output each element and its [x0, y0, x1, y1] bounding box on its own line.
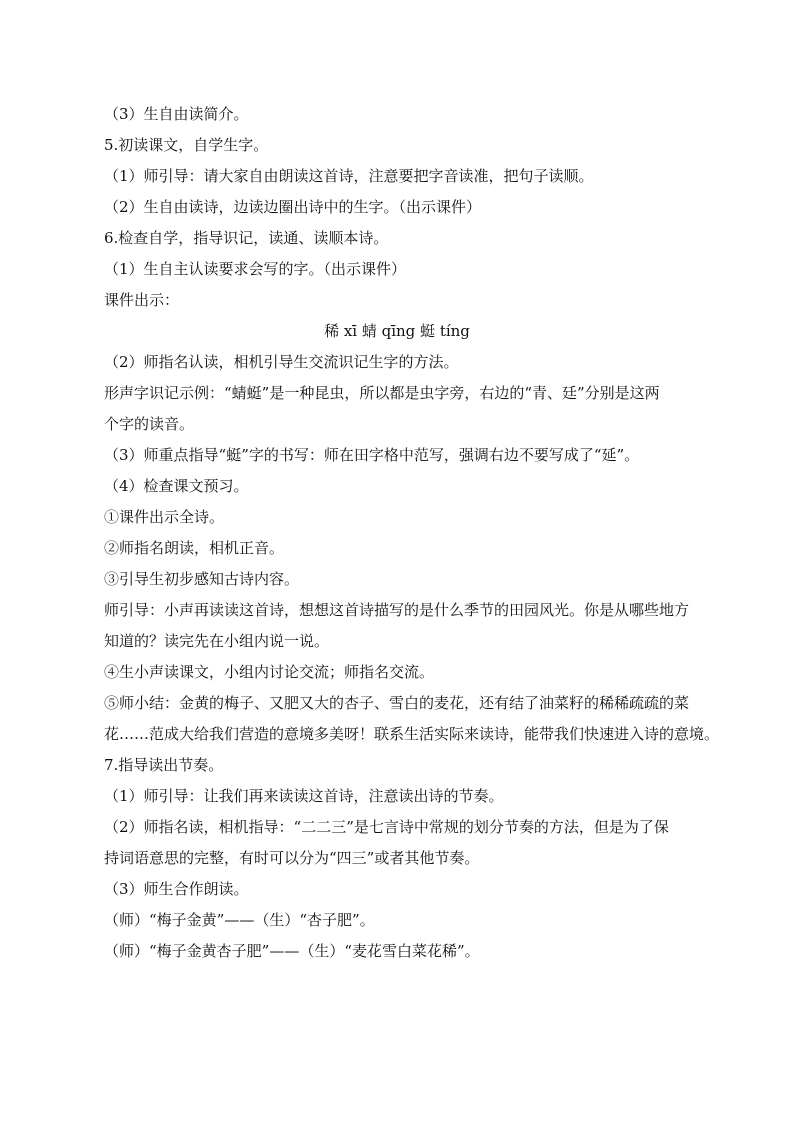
text-line-26: （3）师生合作朗读。 — [104, 880, 249, 898]
text-line-9: （2）师指名认读，相机引导生交流识记生字的方法。 — [104, 353, 459, 371]
text-line-1: （3）生自由读简介。 — [104, 105, 249, 123]
text-line-12: （3）师重点指导“蜓”字的书写：师在田字格中范写，强调右边不要写成了“延”。 — [104, 446, 640, 464]
text-line-13: （4）检查课文预习。 — [104, 477, 249, 495]
text-line-23: （1）师引导：让我们再来读读这首诗，注意读出诗的节奏。 — [104, 787, 504, 805]
text-line-22: 7.指导读出节奏。 — [104, 756, 224, 774]
text-line-20: ⑤师小结：金黄的梅子、又肥又大的杏子、雪白的麦花，还有结了油菜籽的稀稀疏疏的菜 — [104, 694, 690, 712]
text-line-28: （师）“梅子金黄杏子肥”——（生）“麦花雪白菜花稀”。 — [104, 942, 480, 960]
text-line-2: 5.初读课文，自学生字。 — [104, 136, 269, 154]
text-line-27: （师）“梅子金黄”——（生）“杏子肥”。 — [104, 911, 375, 929]
text-line-18: 知道的？读完先在小组内说一说。 — [104, 632, 330, 650]
text-line-11: 个字的读音。 — [104, 415, 195, 433]
text-line-19: ④生小声读课文，小组内讨论交流；师指名交流。 — [104, 663, 435, 681]
text-line-25: 持词语意思的完整，有时可以分为“四三”或者其他节奏。 — [104, 849, 480, 867]
text-line-6: （1）生自主认读要求会写的字。（出示课件） — [104, 260, 407, 278]
text-line-7: 课件出示： — [104, 291, 180, 309]
text-line-24: （2）师指名读，相机指导：“二二三”是七言诗中常规的划分节奏的方法，但是为了保 — [104, 818, 669, 836]
text-line-21: 花……范成大给我们营造的意境多美呀！联系生活实际来读诗，能带我们快速进入诗的意境。 — [104, 725, 720, 743]
text-line-16: ③引导生初步感知古诗内容。 — [104, 570, 300, 588]
text-line-4: （2）生自由读诗，边读边圈出诗中的生字。（出示课件） — [104, 198, 482, 216]
text-line-17: 师引导：小声再读读这首诗，想想这首诗描写的是什么季节的田园风光。你是从哪些地方 — [104, 601, 690, 619]
text-line-10: 形声字识记示例：“蜻蜓”是一种昆虫，所以都是虫字旁，右边的“青、廷”分别是这两 — [104, 384, 660, 402]
courseware-characters: 稀 xī 蜻 qīng 蜓 tíng — [324, 322, 470, 340]
text-line-15: ②师指名朗读，相机正音。 — [104, 539, 285, 557]
text-line-5: 6.检查自学，指导识记，读通、读顺本诗。 — [104, 229, 389, 247]
text-line-3: （1）师引导：请大家自由朗读这首诗，注意要把字音读准，把句子读顺。 — [104, 167, 594, 185]
text-line-14: ①课件出示全诗。 — [104, 508, 225, 526]
